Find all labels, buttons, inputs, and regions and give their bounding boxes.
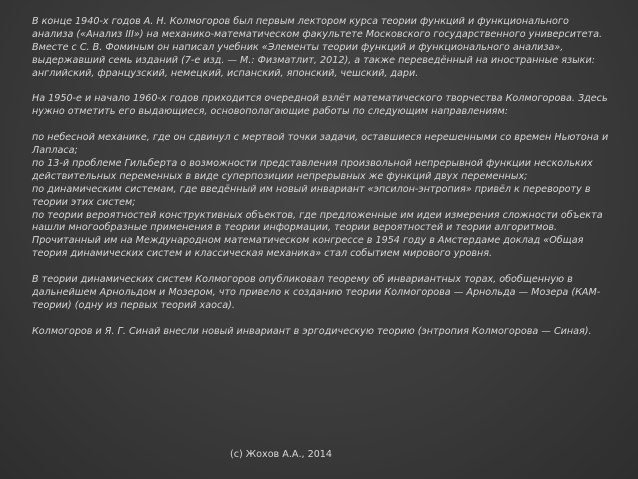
list-item-dynamical-systems: по динамическим системам, где введённый им новый инвариант «эпсилон-энтропия» привёл к перевороту в теории этих систем; — [32, 183, 591, 208]
paragraph-kolmogorov-lectures: В конце 1940-х годов А. Н. Колмогоров был первым лектором курса теории функций и функционального анализа («Анализ III») на механико-математическом факультете Московского государственного университета. Вместе с С. В. Фоминым он написал учебник «Элементы теории функций и функционального анализа», выдержавший семь изданий (7-е изд. — М.: Физматлит, 2012), а также переведённый на иностранные языки: английский, французский, немецкий, испанский, японский, чешский, дари. — [32, 16, 603, 79]
footer-copyright: (с) Жохов А.А., 2014 — [230, 449, 333, 460]
list-item-hilbert-13: по 13-й проблеме Гильберта о возможности представления произвольной непрерывной функции нескольких действительных переменных в виде суперпозиции непрерывных же функций двух переменных; — [32, 157, 593, 182]
list-item-celestial-mechanics: по небесной механике, где он сдвинул с мертвой точки задачи, оставшиеся нерешенными со времен Ньютона и Лапласа; — [32, 132, 609, 157]
paragraph-kolmogorov-sinai: Колмогоров и Я. Г. Синай внесли новый инвариант в эргодическую теорию (энтропия Колмогорова — Синая). — [32, 325, 592, 337]
paragraph-1950s-intro: На 1950-е и начало 1960-х годов приходится очередной взлёт математического творчества Колмогорова. Здесь нужно отметить его выдающиеся, основополагающие работы по следующим направлениям: — [32, 93, 608, 118]
paragraph-kam-theory: В теории динамических систем Колмогоров опубликовал теорему об инвариантных торах, обобщенную в дальнейшем Арнольдом и Мозером, что привело к созданию теории Колмогорова — Арнольда — Мозера (КАМ-теории) (одну из первых теорий хаоса). — [32, 274, 601, 311]
paragraph-amsterdam-congress: Прочитанный им на Международном математическом конгрессе в 1954 году в Амстердаме доклад «Общая теория динамических систем и классическая механика» стал событием мирового уровня. — [32, 235, 584, 260]
list-item-probability-theory: по теории вероятностей конструктивных объектов, где предложенные им идеи измерения сложности объекта нашли многообразные применения в теории информации, теории вероятностей и теории алгоритмов. — [32, 209, 603, 234]
slide-text — [32, 16, 612, 351]
